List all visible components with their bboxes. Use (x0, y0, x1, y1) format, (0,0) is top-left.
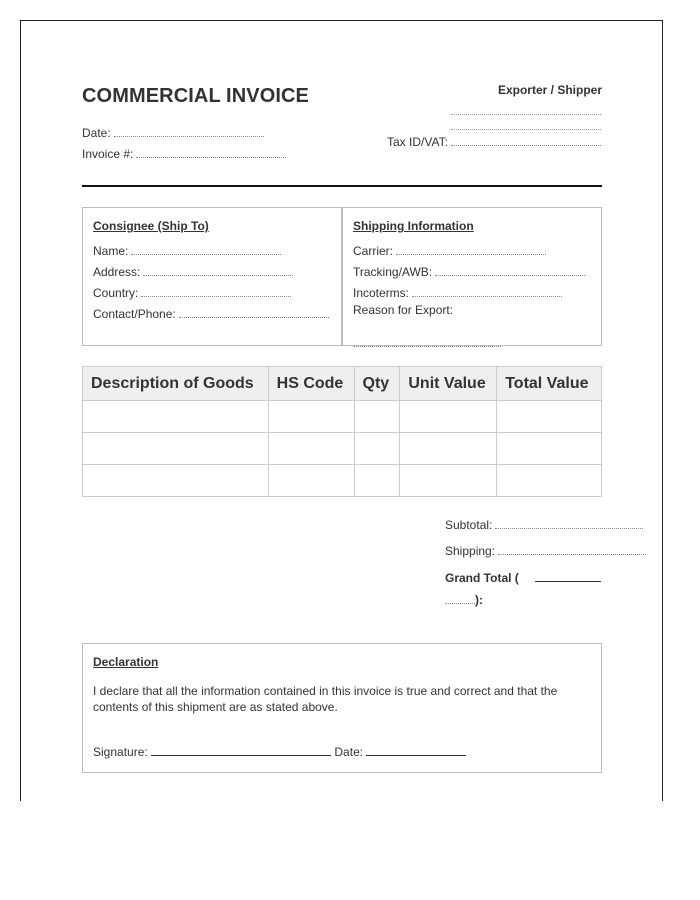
invoice-number-input[interactable] (136, 157, 286, 158)
shipping-cost-field (445, 544, 646, 558)
table-cell[interactable] (268, 401, 354, 433)
subtotal-field (445, 518, 643, 532)
column-header-description: Description of Goods (83, 367, 269, 401)
date-input[interactable] (114, 136, 264, 137)
signature-label: Signature: (93, 745, 148, 759)
table-cell[interactable] (400, 401, 497, 433)
goods-table (82, 366, 602, 497)
grand-total-line-2 (445, 593, 483, 607)
incoterms-input[interactable] (412, 296, 562, 297)
table-cell[interactable] (497, 433, 602, 465)
consignee-name-input[interactable] (131, 254, 281, 255)
reason-export-input[interactable] (353, 346, 501, 347)
column-header-hs-code: HS Code (268, 367, 354, 401)
incoterms-label: Incoterms: (353, 286, 410, 300)
consignee-name-label: Name: (93, 244, 129, 258)
table-cell[interactable] (83, 465, 269, 497)
shipping-box (341, 207, 602, 346)
table-cell[interactable] (354, 465, 400, 497)
tracking-input[interactable] (435, 275, 585, 276)
carrier-input[interactable] (396, 254, 546, 255)
grand-total-label: Grand Total ( (445, 571, 519, 585)
consignee-contact-field (93, 307, 329, 321)
grand-total-input[interactable] (445, 603, 475, 604)
exporter-line-1[interactable] (451, 114, 601, 115)
shipping-heading: Shipping Information (353, 219, 474, 233)
table-cell[interactable] (354, 433, 400, 465)
signature-row (93, 745, 466, 759)
consignee-country-label: Country: (93, 286, 139, 300)
consignee-country-field (93, 286, 291, 300)
signature-input[interactable] (151, 755, 331, 756)
consignee-name-field (93, 244, 281, 258)
consignee-contact-label: Contact/Phone: (93, 307, 176, 321)
grand-total-close: ): (475, 593, 483, 607)
consignee-address-input[interactable] (143, 275, 293, 276)
invoice-number-label: Invoice #: (82, 147, 134, 161)
consignee-address-field (93, 265, 293, 279)
consignee-heading: Consignee (Ship To) (93, 219, 209, 233)
tracking-label: Tracking/AWB: (353, 265, 433, 279)
declaration-heading: Declaration (93, 655, 159, 669)
subtotal-input[interactable] (495, 528, 643, 529)
column-header-total-value: Total Value (497, 367, 602, 401)
date-label: Date: (82, 126, 111, 140)
table-cell[interactable] (497, 401, 602, 433)
signature-date-input[interactable] (366, 755, 466, 756)
grand-total-currency-input[interactable] (535, 581, 601, 582)
exporter-label: Exporter / Shipper (497, 83, 602, 97)
date-field (82, 126, 264, 140)
consignee-address-label: Address: (93, 265, 141, 279)
column-header-qty: Qty (354, 367, 400, 401)
table-cell[interactable] (268, 465, 354, 497)
carrier-label: Carrier: (353, 244, 394, 258)
column-header-unit-value: Unit Value (400, 367, 497, 401)
carrier-field (353, 244, 546, 258)
declaration-box (82, 643, 602, 773)
invoice-page (20, 20, 663, 801)
table-cell[interactable] (268, 433, 354, 465)
exporter-line-2[interactable] (451, 129, 601, 130)
header-divider (82, 185, 602, 187)
page-title: COMMERCIAL INVOICE (82, 85, 309, 107)
table-row (83, 433, 602, 465)
declaration-text: I declare that all the information contained in this invoice is true and correct and that the contents of this shipment are as stated above. (93, 684, 558, 714)
subtotal-label: Subtotal: (445, 518, 493, 532)
table-cell[interactable] (83, 433, 269, 465)
table-cell[interactable] (354, 401, 400, 433)
taxid-input[interactable] (451, 145, 601, 146)
table-cell[interactable] (497, 465, 602, 497)
table-cell[interactable] (400, 465, 497, 497)
taxid-field (387, 135, 601, 149)
table-cell[interactable] (83, 401, 269, 433)
consignee-country-input[interactable] (141, 296, 291, 297)
table-cell[interactable] (400, 433, 497, 465)
reason-export-label: Reason for Export: (353, 303, 454, 317)
goods-header-row (83, 367, 602, 401)
shipping-cost-label: Shipping: (445, 544, 496, 558)
reason-export-input-wrap (353, 334, 501, 352)
invoice-number-field (82, 147, 286, 161)
signature-date-label: Date: (334, 745, 364, 759)
consignee-box (82, 207, 343, 346)
consignee-contact-input[interactable] (179, 317, 329, 318)
taxid-label: Tax ID/VAT: (387, 135, 448, 149)
tracking-field (353, 265, 585, 279)
table-row (83, 465, 602, 497)
table-row (83, 401, 602, 433)
shipping-cost-input[interactable] (498, 554, 646, 555)
incoterms-field (353, 286, 562, 300)
